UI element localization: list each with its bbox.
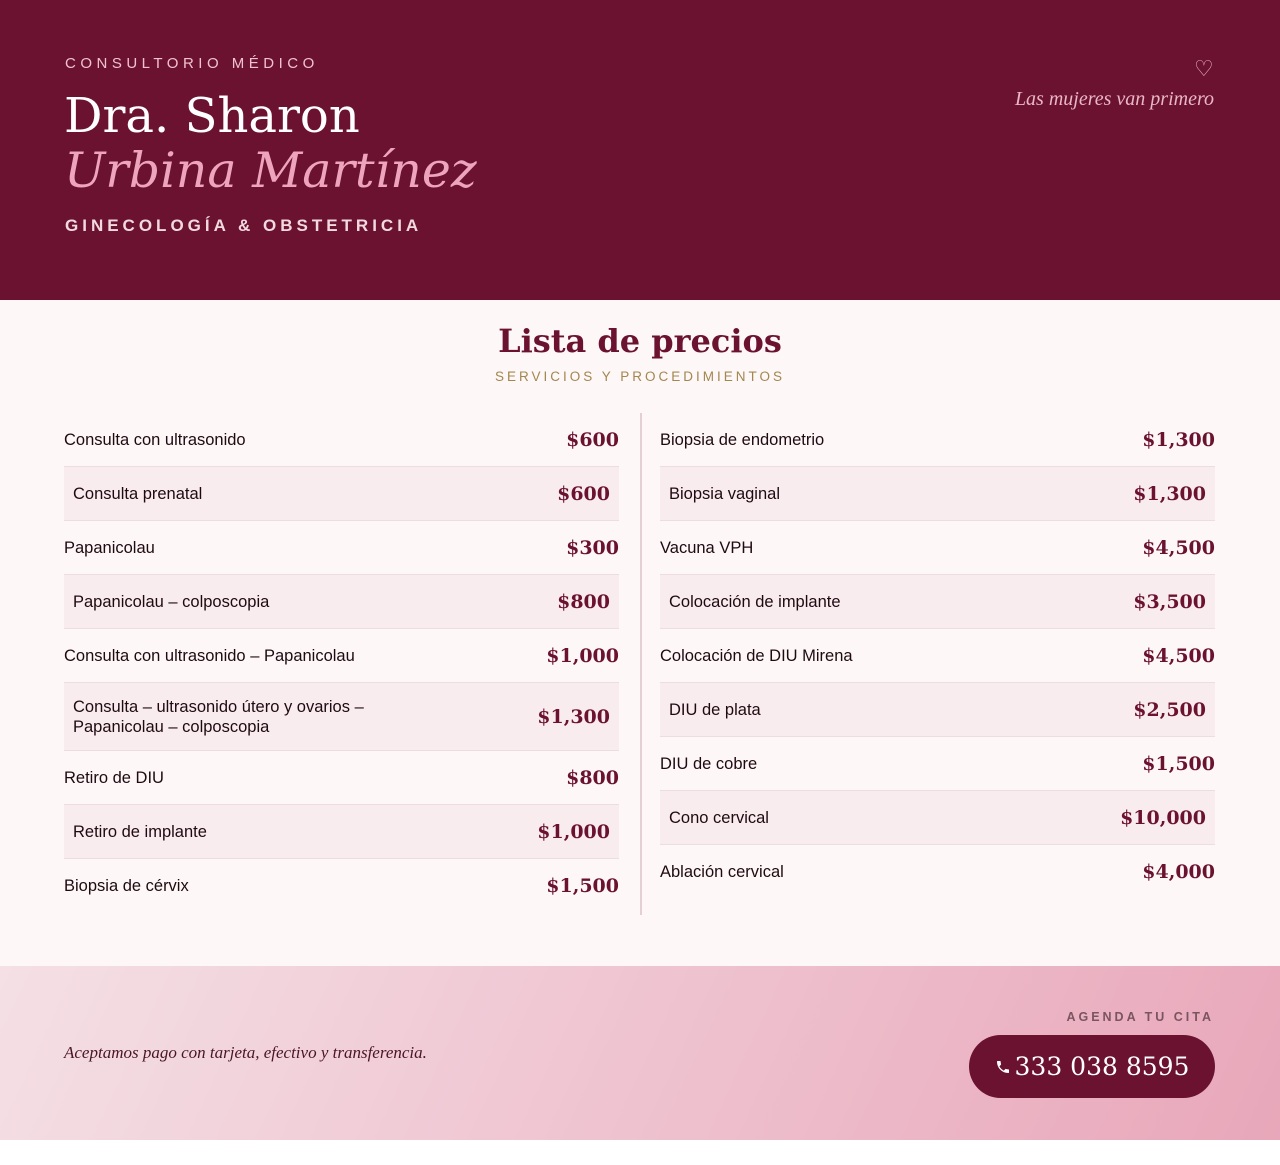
price-row [64, 629, 619, 683]
service-name: Consulta con ultrasonido – Papanicolau [64, 646, 355, 665]
doctor-name-first: Dra. Sharon [64, 88, 360, 144]
price-row [64, 575, 619, 629]
price-row [660, 683, 1215, 737]
payment-note: Aceptamos pago con tarjeta, efectivo y transferencia. [64, 1043, 427, 1062]
doctor-name-last: Urbina Martínez [64, 142, 477, 199]
service-price: $10,000 [1120, 806, 1206, 829]
service-name: Colocación de implante [669, 592, 841, 611]
service-name: Biopsia de cérvix [64, 877, 189, 895]
service-price: $1,500 [546, 875, 619, 897]
service-price: $2,500 [1133, 698, 1206, 721]
service-name: Consulta prenatal [73, 484, 203, 503]
price-row [64, 521, 619, 575]
service-name: Papanicolau [64, 538, 155, 557]
service-name: Papanicolau – colposcopia [73, 592, 270, 611]
service-price: $4,500 [1142, 536, 1215, 559]
price-row [660, 629, 1215, 683]
service-price: $3,500 [1133, 590, 1206, 613]
price-row [64, 467, 619, 521]
heart-icon: ♡ [1194, 56, 1214, 81]
service-name: Ablación cervical [660, 863, 784, 881]
price-list-subtitle: SERVICIOS Y PROCEDIMIENTOS [494, 369, 786, 384]
service-name: Biopsia de endometrio [660, 430, 825, 449]
service-name: Retiro de DIU [64, 768, 164, 787]
service-price: $4,500 [1142, 644, 1215, 667]
bottom-strip [0, 1140, 1280, 1165]
service-name: DIU de cobre [660, 754, 758, 773]
cta-label: AGENDA TU CITA [1066, 1010, 1214, 1024]
call-button[interactable] [969, 1035, 1215, 1098]
service-name: Vacuna VPH [660, 538, 754, 557]
service-name: Cono cervical [669, 808, 769, 827]
service-name: Retiro de implante [73, 822, 207, 841]
service-name: DIU de plata [669, 700, 761, 719]
service-price: $1,300 [537, 705, 610, 728]
service-price: $600 [566, 428, 619, 451]
phone-number: 333 038 8595 [1014, 1052, 1190, 1081]
clinic-kicker: CONSULTORIO MÉDICO [65, 55, 319, 72]
service-price: $1,500 [1142, 752, 1215, 775]
price-row [64, 683, 619, 751]
footer-curve [0, 950, 1280, 980]
price-row [64, 413, 619, 467]
service-name: Consulta con ultrasonido [64, 430, 246, 449]
price-row [64, 805, 619, 859]
service-price: $1,300 [1133, 482, 1206, 505]
price-row [64, 859, 619, 913]
phone-icon [995, 1059, 1011, 1075]
header-curve [0, 240, 1280, 310]
price-row [660, 413, 1215, 467]
price-row [660, 737, 1215, 791]
service-price: $4,000 [1142, 861, 1215, 883]
service-price: $1,000 [537, 820, 610, 843]
service-name: Consulta – ultrasonido útero y ovarios – Papanicolau – colposcopia [73, 697, 364, 736]
price-row [660, 575, 1215, 629]
service-price: $800 [557, 590, 610, 613]
price-list-title: Lista de precios [498, 322, 782, 360]
price-row [64, 751, 619, 805]
price-row [660, 467, 1215, 521]
service-price: $1,000 [546, 644, 619, 667]
column-divider [640, 413, 642, 915]
service-price: $600 [557, 482, 610, 505]
service-name: Biopsia vaginal [669, 484, 780, 503]
service-price: $300 [566, 536, 619, 559]
tagline: Las mujeres van primero [1014, 88, 1214, 110]
price-column-left [64, 413, 619, 913]
price-column-right [660, 413, 1215, 899]
service-price: $1,300 [1142, 428, 1215, 451]
price-row [660, 791, 1215, 845]
service-name: Colocación de DIU Mirena [660, 646, 853, 665]
price-row [660, 845, 1215, 899]
price-row [660, 521, 1215, 575]
service-price: $800 [566, 766, 619, 789]
specialty-label: GINECOLOGÍA & OBSTETRICIA [65, 216, 423, 235]
